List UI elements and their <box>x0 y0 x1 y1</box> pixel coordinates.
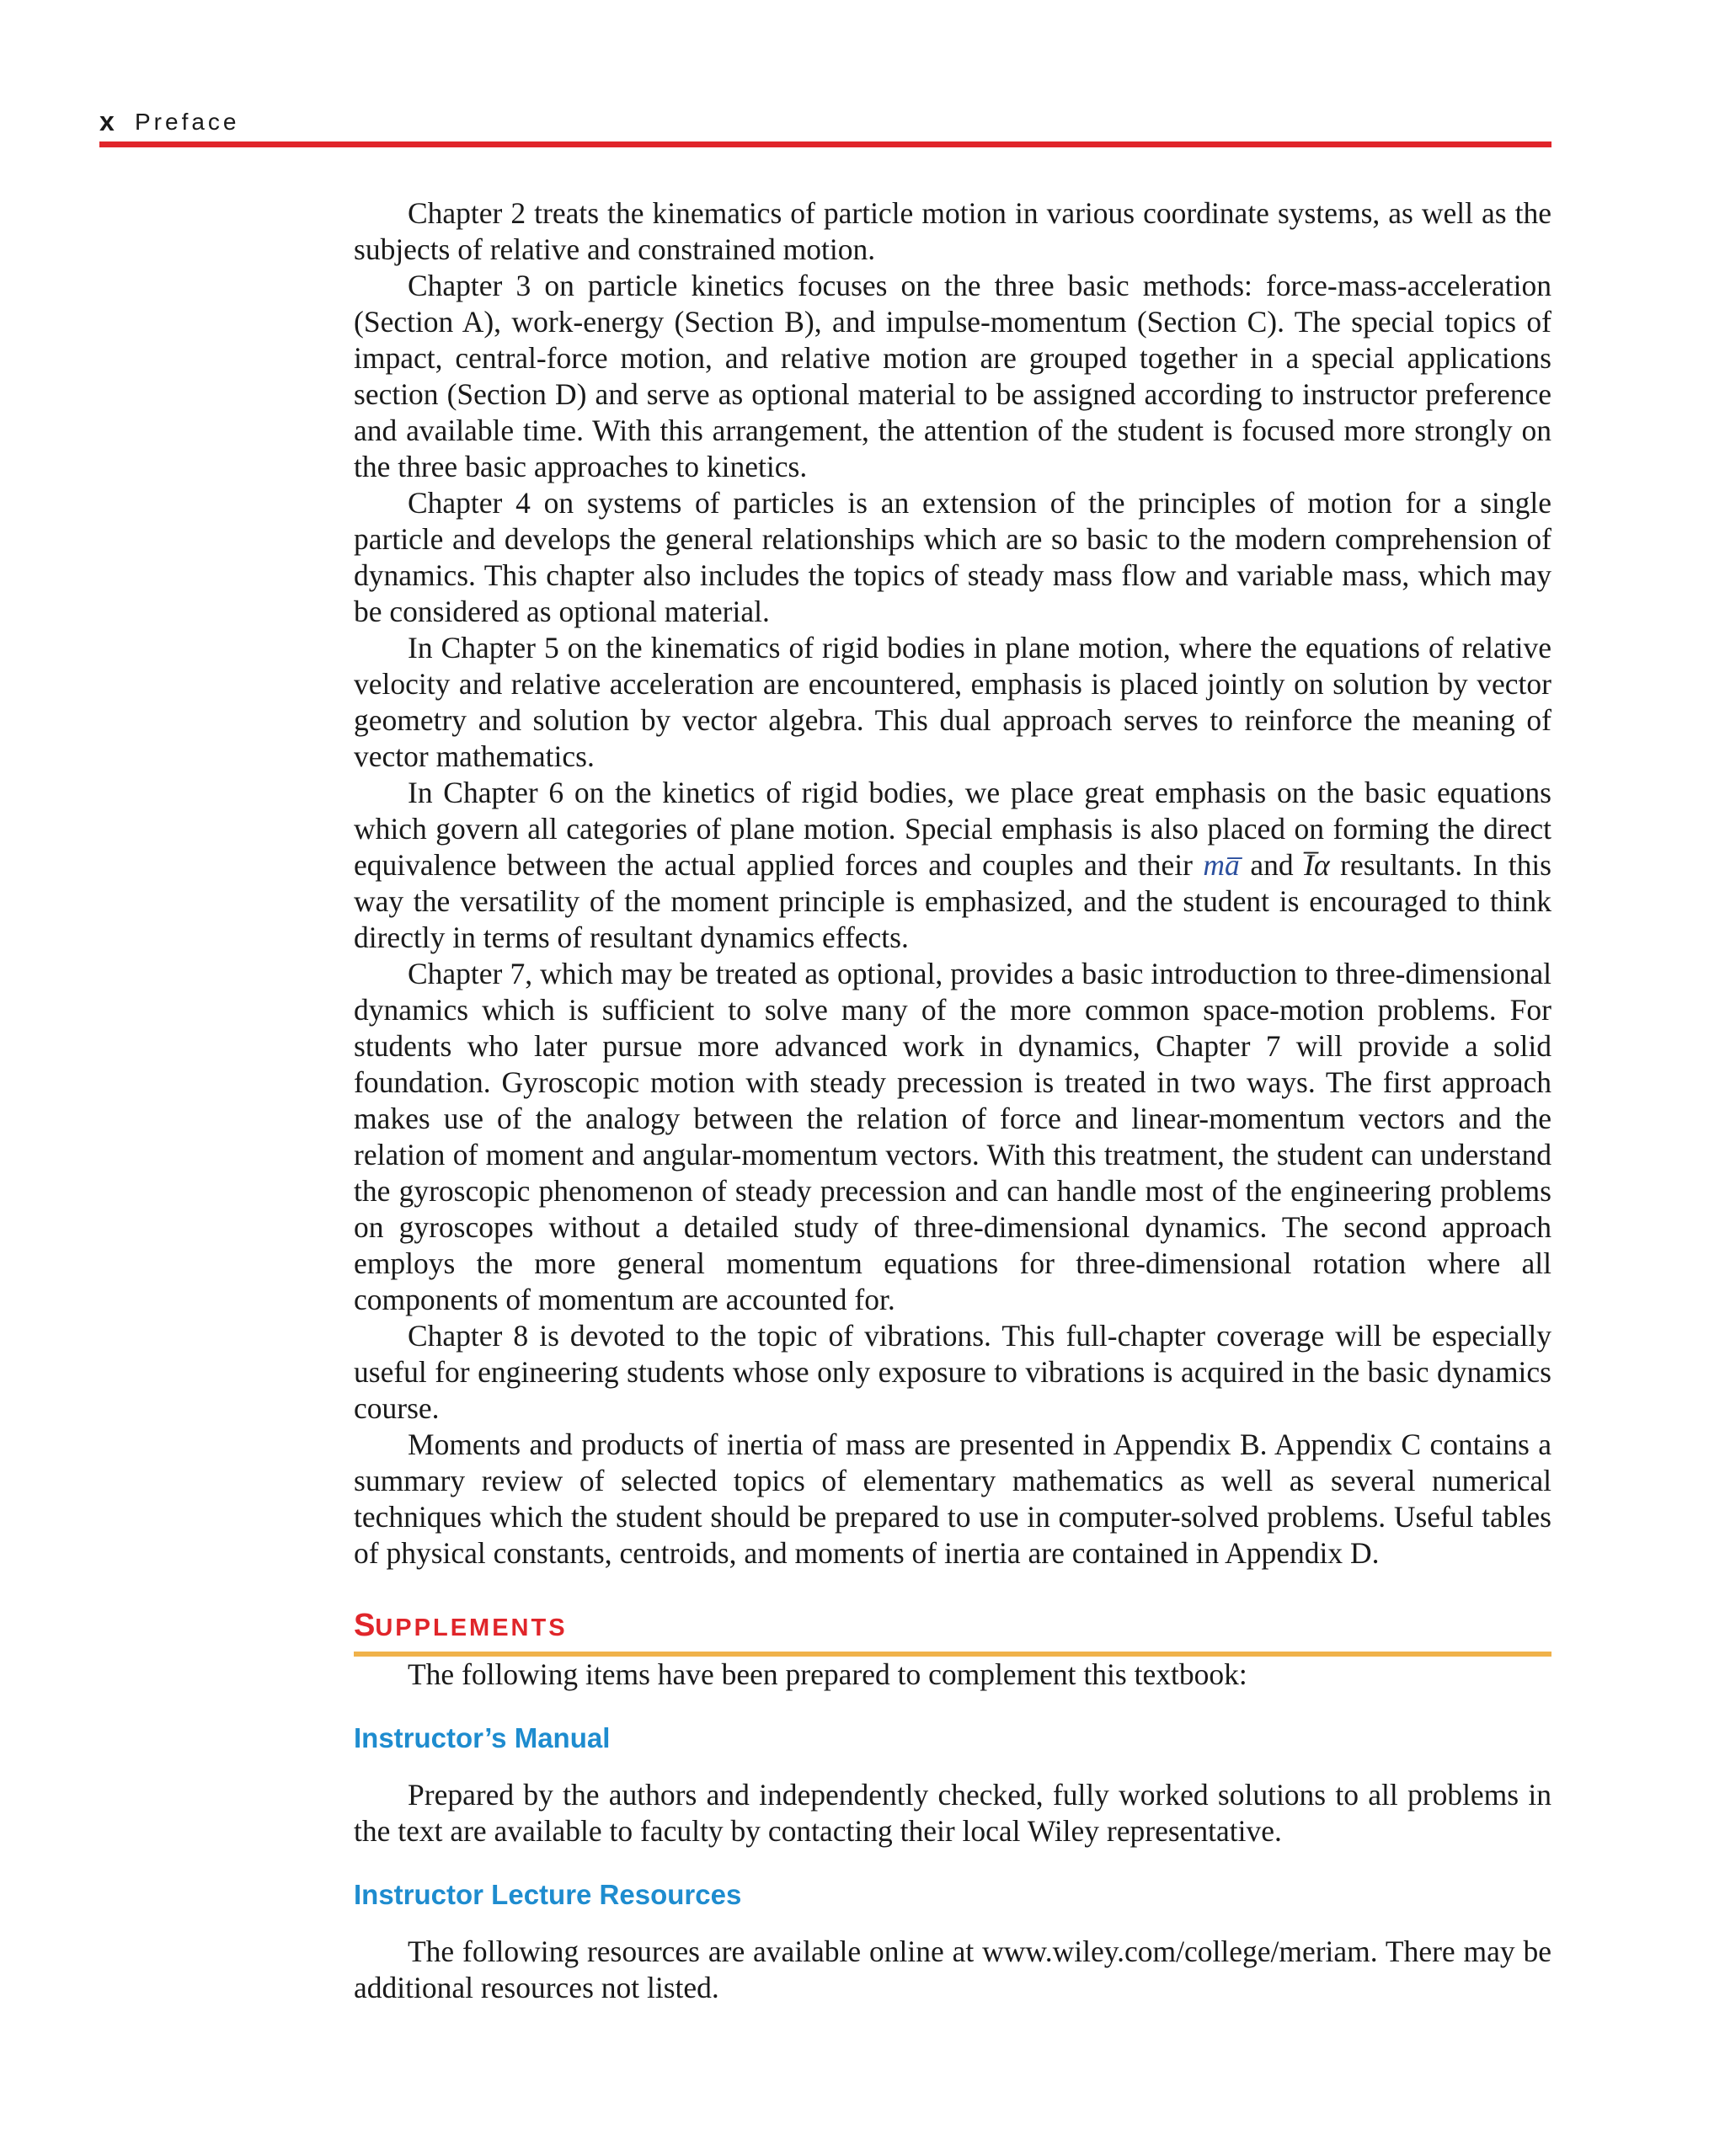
page-number: x <box>99 106 115 136</box>
ch6-text-start: In Chapter 6 on the kinetics of rigid bodies, we place great emphasis on the basic equations which govern all categories of plane motion. Special emphasis is also placed on forming the direct equivalence between the actual applied forces and couples and their <box>354 776 1551 882</box>
paragraph-chapter-3: Chapter 3 on particle kinetics focuses on the three basic methods: force-mass-acceleration (Section A), work-energy (Section B), and impulse-momentum (Section C). The special topics of impact, central-force motion, and relative motion are grouped together in a special applications section (Section D) and serve as optional material to be assigned according to instructor preference and available time. With this arrangement, the attention of the student is focused more strongly on the three basic approaches to kinetics. <box>354 269 1551 483</box>
body-text <box>354 195 1551 2006</box>
instructors-manual-heading: Instructor’s Manual <box>354 1722 611 1753</box>
supplements-heading-rest: UPPLEMENTS <box>375 1614 568 1641</box>
supplements-heading <box>354 1607 1551 1657</box>
ch6-text-end: resultants. In this way the versatility of the moment principle is emphasized, and the student is encouraged to think directly in terms of resultant dynamics effects. <box>354 848 1551 954</box>
i-bar-alpha-symbol: I̅α <box>1304 848 1330 882</box>
instructors-manual-text: Prepared by the authors and independently checked, fully worked solutions to all problems in the text are available to faculty by contacting their local Wiley representative. <box>354 1778 1551 1848</box>
header-rule <box>99 141 1551 147</box>
paragraph-chapter-6 <box>354 775 1551 956</box>
ch6-text-between: and <box>1239 848 1305 882</box>
running-title: Preface <box>135 109 240 135</box>
ma-bar-symbol: ma̅ <box>1203 848 1240 882</box>
lecture-resources-text: The following resources are available online at www.wiley.com/college/meriam. There may be additional resources not listed. <box>354 1935 1551 2004</box>
paragraph-chapter-2: Chapter 2 treats the kinematics of particle motion in various coordinate systems, as well as the subjects of relative and constrained motion. <box>354 196 1551 266</box>
paragraph-chapter-7: Chapter 7, which may be treated as optional, provides a basic introduction to three-dimensional dynamics which is sufficient to solve many of the more common space-motion problems. For students who later pursue more advanced work in dynamics, Chapter 7 will provide a solid foundation. Gyroscopic motion with steady precession is treated in two ways. The first approach makes use of the analogy between the relation of force and linear-momentum vectors and the relation of moment and angular-momentum vectors. With this treatment, the student can understand the gyroscopic phenomenon of steady precession and can handle most of the engineering problems on gyroscopes without a detailed study of three-dimensional dynamics. The second approach employs the more general momentum equations for three-dimensional rotation where all components of momentum are accounted for. <box>354 957 1551 1316</box>
paragraph-chapter-4: Chapter 4 on systems of particles is an extension of the principles of motion for a single particle and develops the general relationships which are so basic to the modern comprehension of dynamics. This chapter also includes the topics of steady mass flow and variable mass, which may be considered as optional material. <box>354 486 1551 628</box>
lecture-resources-heading: Instructor Lecture Resources <box>354 1879 742 1910</box>
paragraph-appendices: Moments and products of inertia of mass are presented in Appendix B. Appendix C contains a summary review of selected topics of elementary mathematics as well as several numerical techniques which the student should be prepared to use in computer-solved problems. Useful tables of physical constants, centroids, and moments of inertia are contained in Appendix D. <box>354 1428 1551 1570</box>
supplements-intro: The following items have been prepared to complement this textbook: <box>408 1657 1247 1691</box>
paragraph-chapter-8: Chapter 8 is devoted to the topic of vibrations. This full-chapter coverage will be especially useful for engineering students whose only exposure to vibrations is acquired in the basic dynamics course. <box>354 1319 1551 1425</box>
paragraph-chapter-5: In Chapter 5 on the kinematics of rigid bodies in plane motion, where the equations of relative velocity and relative acceleration are encountered, emphasis is placed jointly on solution by vector geometry and solution by vector algebra. This dual approach serves to reinforce the meaning of vector mathematics. <box>354 631 1551 773</box>
supplements-heading-initial: S <box>354 1608 376 1643</box>
